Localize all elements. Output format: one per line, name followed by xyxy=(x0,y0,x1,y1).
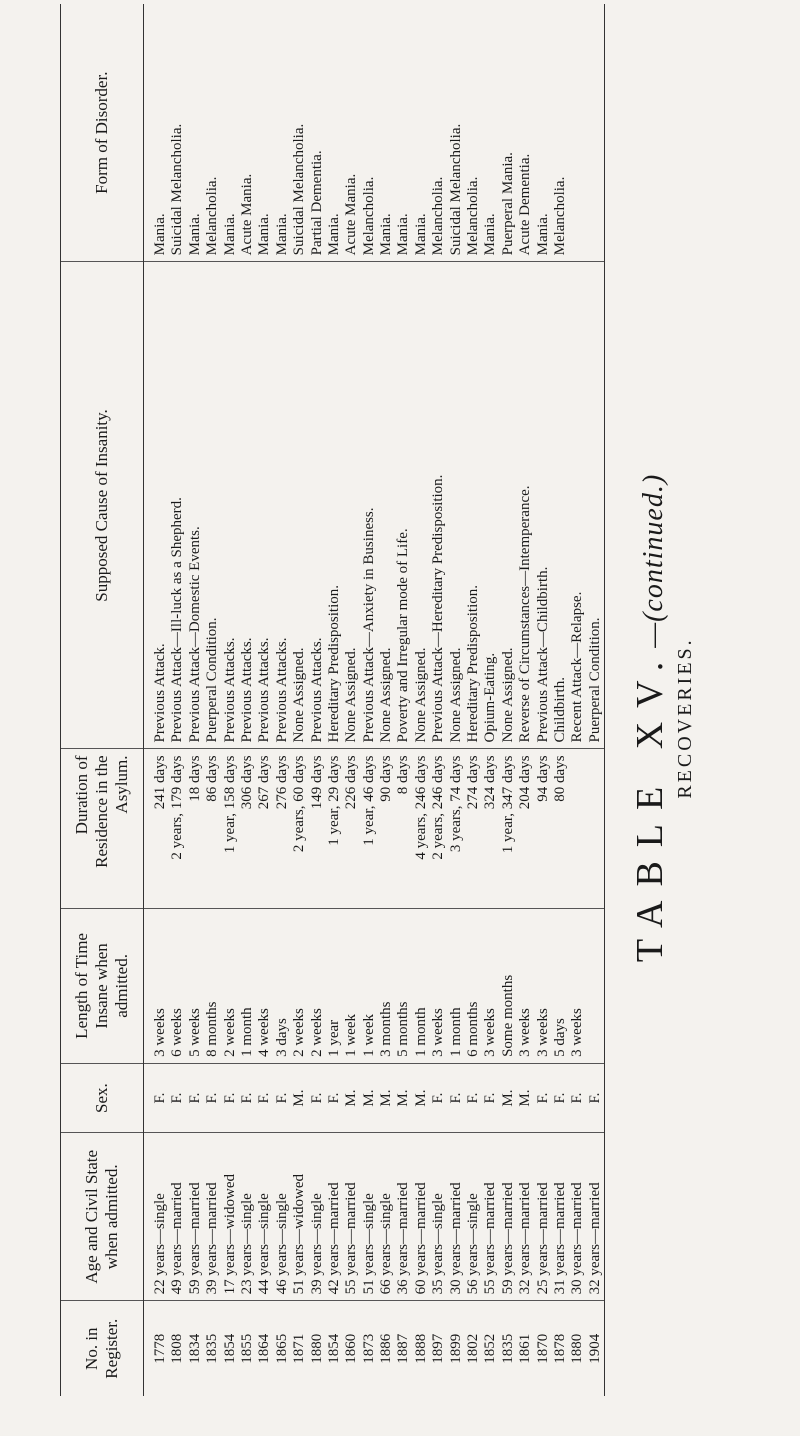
row-19-age: 55 years—married xyxy=(482,1182,499,1295)
row-7-sex: F. xyxy=(273,1092,290,1104)
row-10-sex: F. xyxy=(325,1092,342,1104)
row-10-duration: 1 year, 29 days xyxy=(325,755,342,846)
row-24-form xyxy=(569,10,586,255)
row-17-cause: None Assigned. xyxy=(447,647,464,743)
row-15-sex: M. xyxy=(412,1089,429,1107)
row-6-length: 4 weeks xyxy=(256,1008,273,1057)
row-7-form: Mania. xyxy=(273,213,290,256)
row-17-sex: F. xyxy=(447,1092,464,1104)
row-15-length: 1 month xyxy=(412,1007,429,1057)
row-10-no: 1854 xyxy=(325,1333,342,1364)
row-24-age: 30 years—married xyxy=(569,1182,586,1295)
row-2-no: 1834 xyxy=(186,1333,203,1364)
row-18-sex: F. xyxy=(465,1092,482,1104)
row-3-duration: 86 days xyxy=(204,755,221,802)
row-5-cause: Previous Attacks. xyxy=(238,637,255,743)
col-length xyxy=(144,908,605,1063)
row-8-duration: 2 years, 60 days xyxy=(291,755,308,853)
row-23-sex: F. xyxy=(551,1092,568,1104)
row-16-duration: 2 years, 246 days xyxy=(430,755,447,860)
row-1-no: 1808 xyxy=(169,1333,186,1364)
row-5-form: Acute Mania. xyxy=(238,173,255,256)
row-17-no: 1899 xyxy=(447,1333,464,1364)
row-7-age: 46 years—single xyxy=(273,1193,290,1295)
row-9-no: 1880 xyxy=(308,1333,325,1364)
row-18-age: 56 years—single xyxy=(465,1193,482,1295)
recoveries-table xyxy=(60,4,605,1396)
row-11-age: 55 years—married xyxy=(343,1182,360,1295)
row-25-cause: Puerperal Condition. xyxy=(586,617,603,743)
row-20-no: 1835 xyxy=(499,1333,516,1364)
row-8-cause: None Assigned. xyxy=(291,647,308,743)
row-13-form: Mania. xyxy=(378,213,395,256)
row-9-cause: Previous Attacks. xyxy=(308,637,325,743)
row-4-cause: Previous Attacks. xyxy=(221,637,238,743)
col-header-sex: Sex. xyxy=(61,1063,144,1132)
row-25-duration xyxy=(587,755,604,901)
row-7-no: 1865 xyxy=(273,1333,290,1364)
row-21-cause: Reverse of Circumstances—Intemperance. xyxy=(517,485,534,743)
table-body-row xyxy=(144,4,605,1396)
row-3-sex: F. xyxy=(204,1092,221,1104)
row-14-duration: 8 days xyxy=(395,755,412,795)
row-25-length xyxy=(587,915,604,1057)
row-16-sex: F. xyxy=(430,1092,447,1104)
row-25-no: 1904 xyxy=(586,1333,603,1364)
row-19-cause: Opium-Eating. xyxy=(482,652,499,743)
row-19-form: Mania. xyxy=(482,213,499,256)
row-20-duration: 1 year, 347 days xyxy=(499,755,516,854)
header-row xyxy=(61,4,144,1396)
row-22-duration: 94 days xyxy=(534,755,551,802)
row-25-age: 32 years—married xyxy=(586,1182,603,1295)
row-6-cause: Previous Attacks. xyxy=(256,637,273,743)
title-suffix: —(continued.) xyxy=(638,473,669,648)
col-header-no: No. in Register. xyxy=(61,1301,144,1396)
row-1-duration: 2 years, 179 days xyxy=(169,755,186,860)
row-0-sex: F. xyxy=(152,1092,168,1104)
row-22-cause: Previous Attack—Childbirth. xyxy=(534,566,551,743)
row-22-length: 3 weeks xyxy=(534,1008,551,1057)
row-24-sex: F. xyxy=(569,1092,586,1104)
row-11-form: Acute Mania. xyxy=(343,173,360,256)
row-7-duration: 276 days xyxy=(273,755,290,810)
row-14-length: 5 months xyxy=(395,1001,412,1057)
title-text: TABLE XV. xyxy=(629,647,671,963)
row-4-age: 17 years—widowed xyxy=(221,1174,238,1295)
row-22-age: 25 years—married xyxy=(534,1182,551,1295)
col-header-length: Length of Time Insane when admitted. xyxy=(61,908,144,1063)
col-age xyxy=(144,1133,605,1301)
col-cause xyxy=(144,262,605,749)
row-11-sex: M. xyxy=(343,1089,360,1107)
row-24-duration xyxy=(569,755,586,901)
row-0-age: 22 years—single xyxy=(152,1193,168,1295)
table-subtitle: RECOVERIES. xyxy=(674,637,696,799)
row-12-duration: 1 year, 46 days xyxy=(360,755,377,846)
row-1-length: 6 weeks xyxy=(169,1008,186,1057)
row-21-age: 32 years—married xyxy=(517,1182,534,1295)
row-11-cause: None Assigned. xyxy=(343,647,360,743)
row-18-no: 1802 xyxy=(465,1333,482,1364)
row-21-no: 1861 xyxy=(517,1333,534,1364)
row-12-form: Melancholia. xyxy=(360,176,377,256)
row-19-sex: F. xyxy=(482,1092,499,1104)
col-header-duration: Duration of Residence in the Asylum. xyxy=(61,749,144,908)
row-23-duration: 80 days xyxy=(551,755,568,802)
row-2-form: Mania. xyxy=(186,213,203,256)
row-15-form: Mania. xyxy=(412,213,429,256)
row-21-length: 3 weeks xyxy=(517,1008,534,1057)
row-8-length: 2 weeks xyxy=(291,1008,308,1057)
row-12-length: 1 week xyxy=(360,1014,377,1057)
row-3-form: Melancholia. xyxy=(204,176,221,256)
row-19-length: 3 weeks xyxy=(482,1008,499,1057)
col-sex xyxy=(144,1063,605,1132)
row-20-age: 59 years—married xyxy=(499,1182,516,1295)
row-17-age: 30 years—married xyxy=(447,1182,464,1295)
row-13-no: 1886 xyxy=(378,1333,395,1364)
row-2-duration: 18 days xyxy=(186,755,203,802)
col-no xyxy=(144,1301,605,1396)
row-5-age: 23 years—single xyxy=(238,1193,255,1295)
row-23-form: Melancholia. xyxy=(551,176,568,256)
row-0-form: Mania. xyxy=(152,213,168,256)
row-3-length: 8 months xyxy=(204,1001,221,1057)
row-10-length: 1 year xyxy=(325,1019,342,1057)
row-4-length: 2 weeks xyxy=(221,1008,238,1057)
table-heading xyxy=(628,0,697,1436)
table-title xyxy=(628,0,672,1436)
row-8-age: 51 years—widowed xyxy=(291,1174,308,1295)
row-13-duration: 90 days xyxy=(378,755,395,802)
row-8-sex: M. xyxy=(291,1089,308,1107)
row-23-age: 31 years—married xyxy=(551,1182,568,1295)
row-25-sex: F. xyxy=(586,1092,603,1104)
row-10-age: 42 years—married xyxy=(325,1182,342,1295)
row-17-form: Suicidal Melancholia. xyxy=(447,123,464,256)
row-3-no: 1835 xyxy=(204,1333,221,1364)
row-14-cause: Poverty and Irregular mode of Life. xyxy=(395,528,412,743)
row-11-length: 1 week xyxy=(343,1014,360,1057)
row-16-no: 1897 xyxy=(430,1333,447,1364)
col-header-age: Age and Civil State when admitted. xyxy=(61,1133,144,1301)
row-18-length: 6 months xyxy=(465,1001,482,1057)
row-9-sex: F. xyxy=(308,1092,325,1104)
row-19-no: 1852 xyxy=(482,1333,499,1364)
row-15-age: 60 years—married xyxy=(412,1182,429,1295)
row-0-length: 3 weeks xyxy=(152,1008,168,1057)
row-11-duration: 226 days xyxy=(343,755,360,810)
row-0-duration: 241 days xyxy=(152,755,168,810)
row-16-form: Melancholia. xyxy=(430,176,447,256)
row-9-form: Partial Dementia. xyxy=(308,150,325,256)
row-20-form: Puerperal Mania. xyxy=(499,152,516,256)
row-8-no: 1871 xyxy=(291,1333,308,1364)
row-1-age: 49 years—married xyxy=(169,1182,186,1295)
row-24-cause: Recent Attack—Relapse. xyxy=(569,591,586,743)
row-3-age: 39 years—married xyxy=(204,1182,221,1295)
row-9-length: 2 weeks xyxy=(308,1008,325,1057)
row-15-no: 1888 xyxy=(412,1333,429,1364)
row-2-cause: Previous Attack—Domestic Events. xyxy=(186,526,203,743)
row-23-cause: Childbirth. xyxy=(551,677,568,743)
col-form xyxy=(144,4,605,262)
row-16-length: 3 weeks xyxy=(430,1008,447,1057)
row-18-duration: 274 days xyxy=(465,755,482,810)
row-21-sex: M. xyxy=(517,1089,534,1107)
row-1-form: Suicidal Melancholia. xyxy=(169,123,186,256)
row-5-length: 1 month xyxy=(238,1007,255,1057)
row-22-form: Mania. xyxy=(534,213,551,256)
row-7-cause: Previous Attacks. xyxy=(273,637,290,743)
row-1-sex: F. xyxy=(169,1092,186,1104)
row-3-cause: Puerperal Condition. xyxy=(204,617,221,743)
row-14-sex: M. xyxy=(395,1089,412,1107)
row-13-age: 66 years—single xyxy=(378,1193,395,1295)
row-21-duration: 204 days xyxy=(517,755,534,810)
row-4-no: 1854 xyxy=(221,1333,238,1364)
row-4-sex: F. xyxy=(221,1092,238,1104)
row-16-age: 35 years—single xyxy=(430,1193,447,1295)
row-20-cause: None Assigned. xyxy=(499,647,516,743)
row-17-duration: 3 years, 74 days xyxy=(447,755,464,853)
row-22-sex: F. xyxy=(534,1092,551,1104)
col-header-cause: Supposed Cause of Insanity. xyxy=(61,262,144,749)
row-5-sex: F. xyxy=(238,1092,255,1104)
row-13-length: 3 months xyxy=(378,1001,395,1057)
row-20-length: Some months xyxy=(499,974,516,1057)
row-4-duration: 1 year, 158 days xyxy=(221,755,238,854)
row-24-length: 3 weeks xyxy=(569,1008,586,1057)
row-19-duration: 324 days xyxy=(482,755,499,810)
row-12-age: 51 years—single xyxy=(360,1193,377,1295)
row-6-form: Mania. xyxy=(256,213,273,256)
row-2-length: 5 weeks xyxy=(186,1008,203,1057)
row-6-duration: 267 days xyxy=(256,755,273,810)
row-20-sex: M. xyxy=(499,1089,516,1107)
row-18-cause: Hereditary Predisposition. xyxy=(465,584,482,743)
row-8-form: Suicidal Melancholia. xyxy=(291,123,308,256)
row-6-age: 44 years—single xyxy=(256,1193,273,1295)
row-11-no: 1860 xyxy=(343,1333,360,1364)
row-14-no: 1887 xyxy=(395,1333,412,1364)
row-14-form: Mania. xyxy=(395,213,412,256)
row-9-duration: 149 days xyxy=(308,755,325,810)
row-2-age: 59 years—married xyxy=(186,1182,203,1295)
col-header-form: Form of Disorder. xyxy=(61,4,144,262)
row-6-no: 1864 xyxy=(256,1333,273,1364)
row-0-no: 1778 xyxy=(152,1333,168,1364)
row-10-cause: Hereditary Predisposition. xyxy=(325,584,342,743)
row-18-form: Melancholia. xyxy=(465,176,482,256)
row-23-no: 1878 xyxy=(551,1333,568,1364)
col-duration xyxy=(144,749,605,908)
row-24-no: 1880 xyxy=(569,1333,586,1364)
row-15-duration: 4 years, 246 days xyxy=(412,755,429,860)
row-22-no: 1870 xyxy=(534,1333,551,1364)
row-12-sex: M. xyxy=(360,1089,377,1107)
row-15-cause: None Assigned. xyxy=(412,647,429,743)
row-13-cause: None Assigned. xyxy=(378,647,395,743)
row-17-length: 1 month xyxy=(447,1007,464,1057)
row-25-form xyxy=(587,10,604,255)
row-7-length: 3 days xyxy=(273,1018,290,1057)
row-4-form: Mania. xyxy=(221,213,238,256)
row-21-form: Acute Dementia. xyxy=(517,153,534,256)
row-13-sex: M. xyxy=(378,1089,395,1107)
row-0-cause: Previous Attack. xyxy=(152,643,168,743)
row-23-length: 5 days xyxy=(551,1018,568,1057)
row-2-sex: F. xyxy=(186,1092,203,1104)
row-5-duration: 306 days xyxy=(238,755,255,810)
row-12-no: 1873 xyxy=(360,1333,377,1364)
row-12-cause: Previous Attack—Anxiety in Business. xyxy=(360,507,377,743)
row-14-age: 36 years—married xyxy=(395,1182,412,1295)
row-10-form: Mania. xyxy=(325,213,342,256)
row-5-no: 1855 xyxy=(238,1333,255,1364)
row-1-cause: Previous Attack—Ill-luck as a Shepherd. xyxy=(169,497,186,743)
row-6-sex: F. xyxy=(256,1092,273,1104)
row-16-cause: Previous Attack—Hereditary Predisposition. xyxy=(430,474,447,743)
row-9-age: 39 years—single xyxy=(308,1193,325,1295)
